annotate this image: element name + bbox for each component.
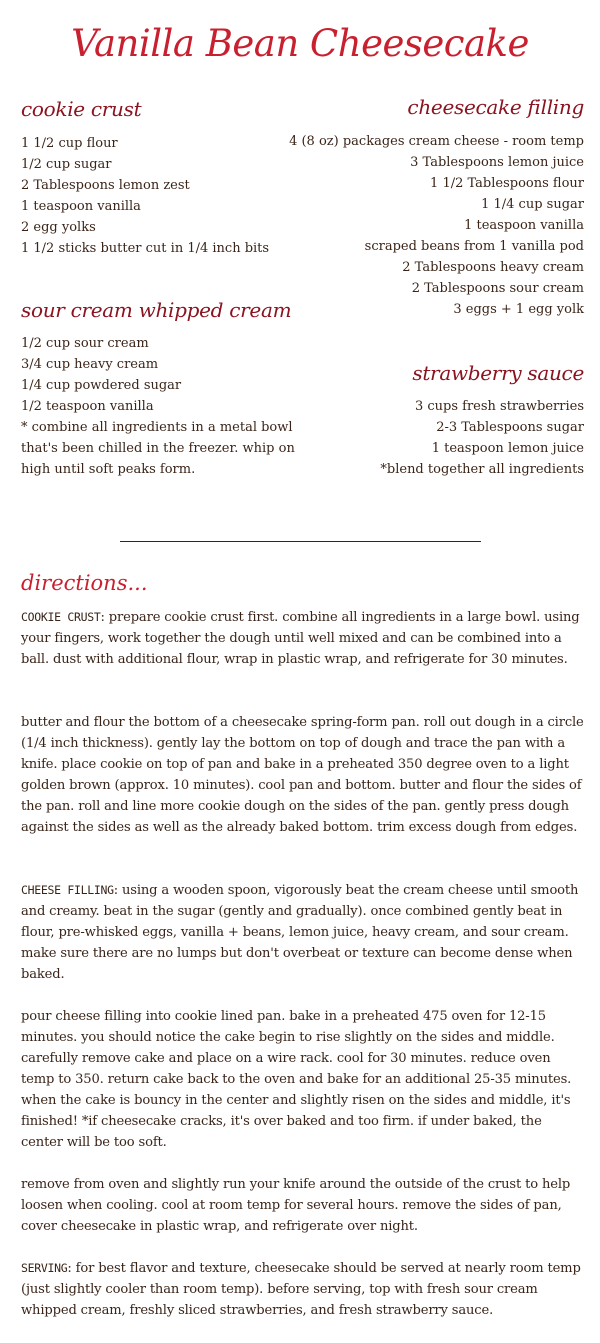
list-item: 3 cups fresh strawberries (414, 399, 584, 414)
sour-cream-heading: sour cream whipped cream (21, 298, 292, 322)
sour-cream-list (21, 333, 303, 480)
directions-paragraph-serving: SERVING: for best flavor and texture, cheesecake should be served at nearly room temp (just slightly cooler than room temp). before serving, top with fresh sour cream whipped cream, freshly sliced strawberries, and fresh strawberry sauce. (21, 1261, 581, 1318)
list-item: 3 eggs + 1 egg yolk (453, 302, 584, 317)
list-item: 1 teaspoon lemon juice (431, 441, 584, 456)
recipe-title: Vanilla Bean Cheesecake (71, 22, 529, 65)
list-item: 3 Tablespoons lemon juice (410, 155, 584, 170)
list-item: 2 Tablespoons heavy cream (402, 260, 584, 275)
cheesecake-filling-heading: cheesecake filling (407, 95, 584, 119)
list-item: 1/2 cup sour cream (21, 336, 149, 351)
list-item: 1 teaspoon vanilla (21, 199, 141, 214)
cheese-filling-label: CHEESE FILLING (21, 883, 114, 897)
list-item: 1 1/4 cup sugar (481, 197, 584, 212)
section-divider (120, 541, 481, 542)
list-item: 1 teaspoon vanilla (464, 218, 584, 233)
cookie-crust-list (21, 133, 301, 259)
directions-paragraph-cookie-crust: COOKIE CRUST: prepare cookie crust first. combine all ingredients in a large bowl. using your fingers, work together the dough until well mixed and can be combined into a ball. dust with additional flour, wrap in plastic wrap, and refrigerate for 30 minutes. (21, 610, 580, 667)
sour-cream-note: * combine all ingredients in a metal bowl that's been chilled in the freezer. whip on high until soft peaks form. (21, 420, 295, 477)
strawberry-sauce-heading: strawberry sauce (412, 361, 584, 385)
strawberry-sauce-list (344, 396, 584, 480)
list-item: 1/2 teaspoon vanilla (21, 399, 154, 414)
list-item: 1/2 cup sugar (21, 157, 112, 172)
cheesecake-filling-list (274, 131, 584, 320)
cookie-crust-heading: cookie crust (21, 97, 142, 121)
list-item: 4 (8 oz) packages cream cheese - room temp (289, 134, 584, 149)
directions-paragraph-baking: pour cheese filling into cookie lined pan. bake in a preheated 475 oven for 12-15 minutes. you should notice the cake begin to rise slightly on the sides and middle. carefully remove cake and place on a wire rack. cool for 30 minutes. reduce oven temp to 350. return cake back to the oven and bake for an additional 25-35 minutes. when the cake is bouncy in the center and slightly risen on the sides and middle, it's finished! *if cheesecake cracks, it's over baked and too firm. if under baked, the center will be too soft. (21, 1009, 572, 1150)
directions-paragraph-cooling: remove from oven and slightly run your knife around the outside of the crust to help loosen when cooling. cool at room temp for several hours. remove the sides of pan, cover cheesecake in plastic wrap, and refrigerate over night. (21, 1177, 571, 1234)
directions-paragraph-cheese-filling: CHEESE FILLING: using a wooden spoon, vigorously beat the cream cheese until smooth and creamy. beat in the sugar (gently and gradually). once combined gently beat in flour, pre-whisked eggs, vanilla + beans, lemon juice, heavy cream, and sour cream. make sure there are no lumps but don't overbeat or texture can become dense when baked. (21, 883, 579, 982)
serving-label: SERVING (21, 1261, 68, 1275)
list-item: 2 Tablespoons sour cream (411, 281, 584, 296)
list-item: 1/4 cup powdered sugar (21, 378, 182, 393)
directions-paragraph-pan-prep: butter and flour the bottom of a cheesecake spring-form pan. roll out dough in a circle (1/4 inch thickness). gently lay the bottom on top of dough and trace the pan with a knife. place cookie on top of pan and bake in a preheated 350 degree oven to a light golden brown (approx. 10 minutes). cool pan and bottom. butter and flour the sides of the pan. roll and line more cookie dough on the sides of the pan. gently press dough against the sides as well as the already baked bottom. trim excess dough from edges. (21, 715, 584, 835)
cookie-crust-label: COOKIE CRUST (21, 610, 101, 624)
directions-heading: directions... (21, 571, 148, 595)
list-item: scraped beans from 1 vanilla pod (364, 239, 584, 254)
list-item: 3/4 cup heavy cream (21, 357, 159, 372)
list-item: 1 1/2 cup flour (21, 136, 118, 151)
list-item: 2 Tablespoons lemon zest (21, 178, 190, 193)
list-item: 2-3 Tablespoons sugar (436, 420, 584, 435)
list-item: 1 1/2 sticks butter cut in 1/4 inch bits (21, 241, 270, 256)
list-item: *blend together all ingredients (380, 462, 584, 477)
list-item: 1 1/2 Tablespoons flour (430, 176, 584, 191)
list-item: 2 egg yolks (21, 220, 96, 235)
